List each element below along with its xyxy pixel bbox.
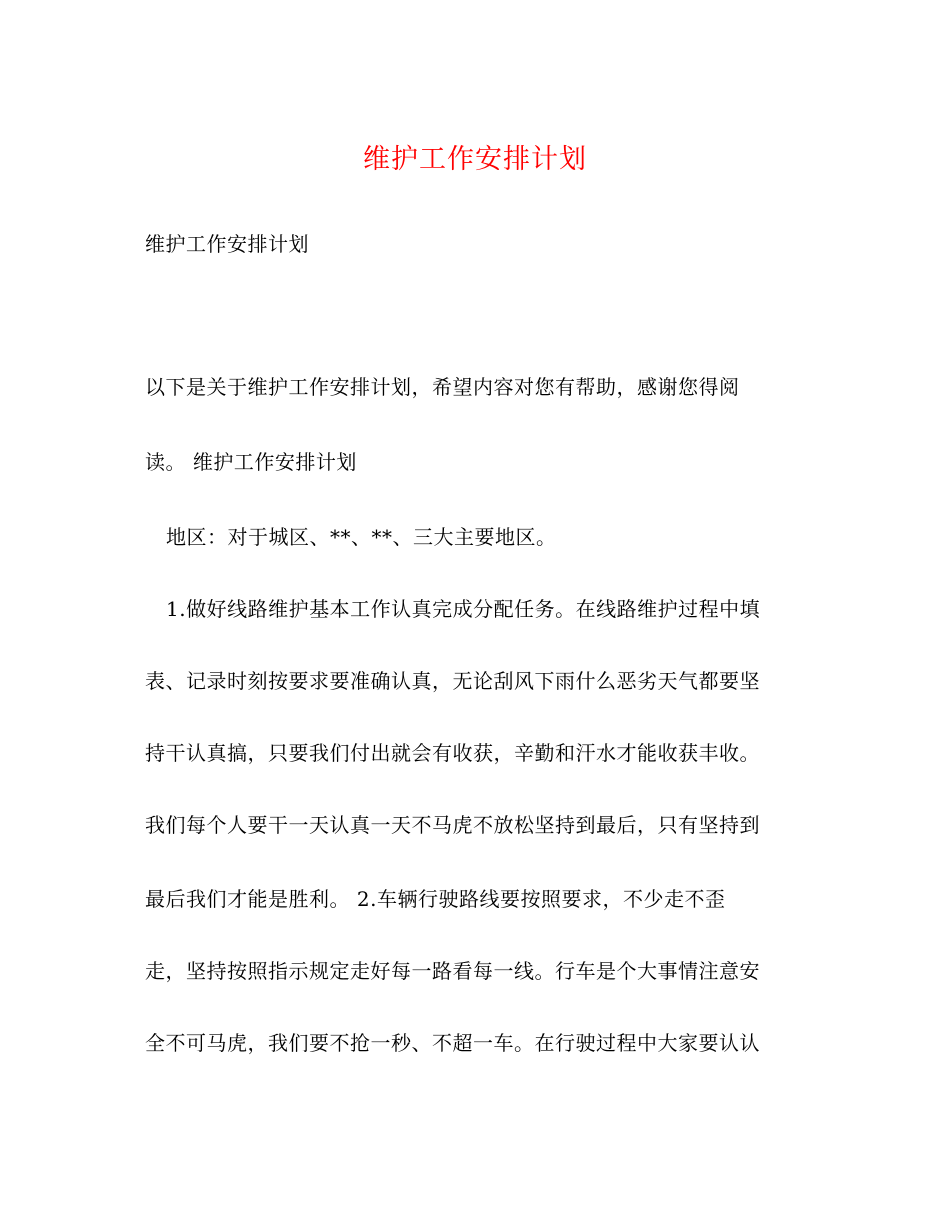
paragraph-line: 1.做好线路维护基本工作认真完成分配任务。在线路维护过程中填: [166, 597, 761, 621]
paragraph-line: 持干认真搞，只要我们付出就会有收获，辛勤和汗水才能收获丰收。: [145, 741, 760, 765]
paragraph-line: 走，坚持按照指示规定走好每一路看每一线。行车是个大事情注意安: [145, 959, 760, 983]
paragraph-line: 最后我们才能是胜利。 2.车辆行驶路线要按照要求，不少走不歪: [145, 887, 726, 911]
subtitle-line: 维护工作安排计划: [145, 232, 309, 256]
paragraph-line: 地区：对于城区、**、**、三大主要地区。: [166, 525, 557, 549]
paragraph-line: 以下是关于维护工作安排计划，希望内容对您有帮助，感谢您得阅: [145, 375, 740, 399]
paragraph-line: 全不可马虎，我们要不抢一秒、不超一车。在行驶过程中大家要认认: [145, 1031, 760, 1055]
paragraph-line: 我们每个人要干一天认真一天不马虎不放松坚持到最后，只有坚持到: [145, 813, 760, 837]
document-title: 维护工作安排计划: [363, 144, 587, 175]
paragraph-line: 表、记录时刻按要求要准确认真，无论刮风下雨什么恶劣天气都要坚: [145, 669, 760, 693]
paragraph-line: 读。 维护工作安排计划: [145, 450, 357, 474]
